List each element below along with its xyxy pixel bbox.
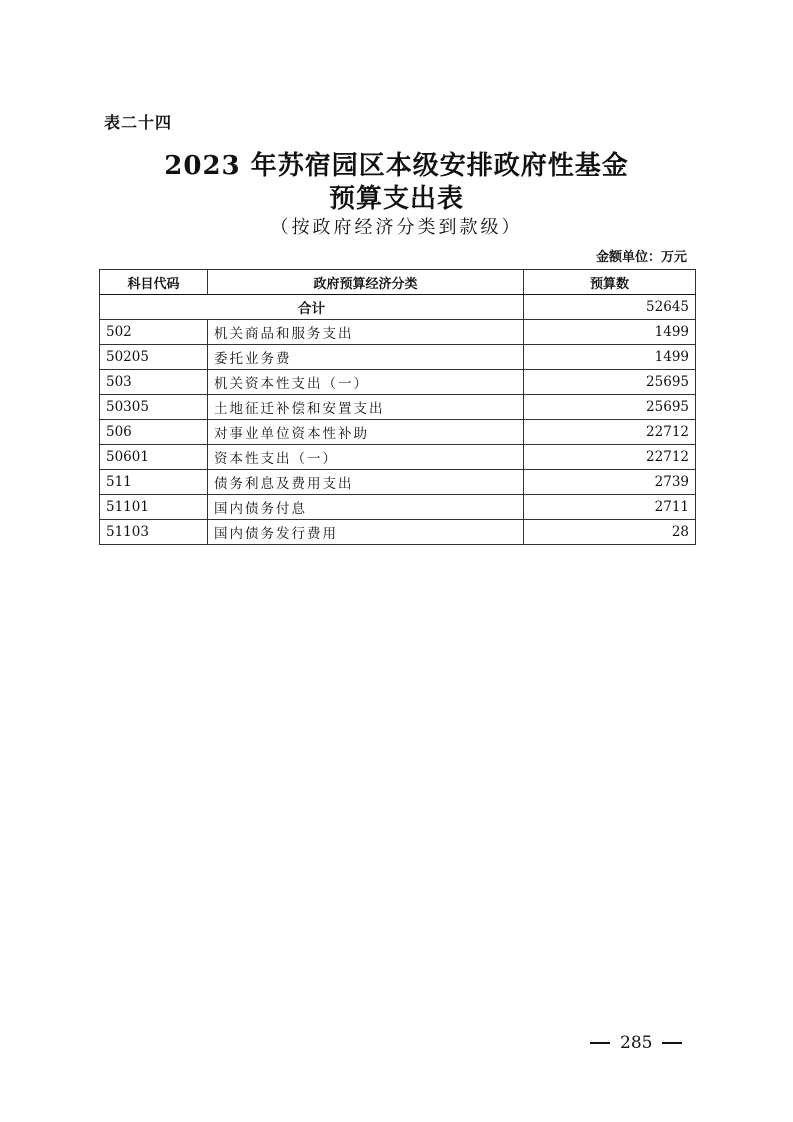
row-amount: 22712 (524, 445, 696, 470)
row-category: 债务利息及费用支出 (208, 470, 524, 495)
page-number-dash-left (590, 1042, 610, 1043)
row-amount: 2711 (524, 495, 696, 520)
page-number-dash-right (662, 1042, 682, 1043)
header-amount: 预算数 (524, 270, 696, 295)
page-title-line-2: 预算支出表 (328, 184, 464, 214)
budget-table (99, 269, 696, 545)
row-code: 51101 (100, 495, 208, 520)
table-row (100, 395, 696, 420)
row-category: 国内债务发行费用 (208, 520, 524, 545)
header-category: 政府预算经济分类 (208, 270, 524, 295)
total-row (100, 295, 696, 320)
table-row (100, 370, 696, 395)
table-row (100, 420, 696, 445)
total-amount: 52645 (524, 295, 696, 320)
table-label: 表二十四 (104, 113, 173, 132)
table-row (100, 520, 696, 545)
row-amount: 1499 (524, 345, 696, 370)
row-amount: 28 (524, 520, 696, 545)
page-subtitle: （按政府经济分类到款级） (270, 217, 523, 238)
row-category: 资本性支出（一） (208, 445, 524, 470)
row-code: 503 (100, 370, 208, 395)
total-label: 合计 (100, 295, 524, 320)
row-code: 50205 (100, 345, 208, 370)
row-code: 506 (100, 420, 208, 445)
header-code: 科目代码 (100, 270, 208, 295)
row-amount: 2739 (524, 470, 696, 495)
row-code: 51103 (100, 520, 208, 545)
table-row (100, 320, 696, 345)
table-row (100, 445, 696, 470)
currency-unit-label: 金额单位：万元 (595, 250, 687, 265)
row-code: 511 (100, 470, 208, 495)
row-amount: 22712 (524, 420, 696, 445)
page-number-value: 285 (620, 1033, 653, 1053)
row-amount: 1499 (524, 320, 696, 345)
row-category: 土地征迁补偿和安置支出 (208, 395, 524, 420)
table-row (100, 470, 696, 495)
table-row (100, 495, 696, 520)
row-category: 机关商品和服务支出 (208, 320, 524, 345)
row-amount: 25695 (524, 395, 696, 420)
page-number (590, 1033, 682, 1053)
row-category: 国内债务付息 (208, 495, 524, 520)
row-amount: 25695 (524, 370, 696, 395)
row-code: 502 (100, 320, 208, 345)
row-category: 机关资本性支出（一） (208, 370, 524, 395)
row-code: 50305 (100, 395, 208, 420)
row-category: 委托业务费 (208, 345, 524, 370)
table-header-row (100, 270, 696, 295)
row-category: 对事业单位资本性补助 (208, 420, 524, 445)
row-code: 50601 (100, 445, 208, 470)
page-title-line-1: 2023 年苏宿园区本级安排政府性基金 (164, 151, 629, 181)
table-row (100, 345, 696, 370)
